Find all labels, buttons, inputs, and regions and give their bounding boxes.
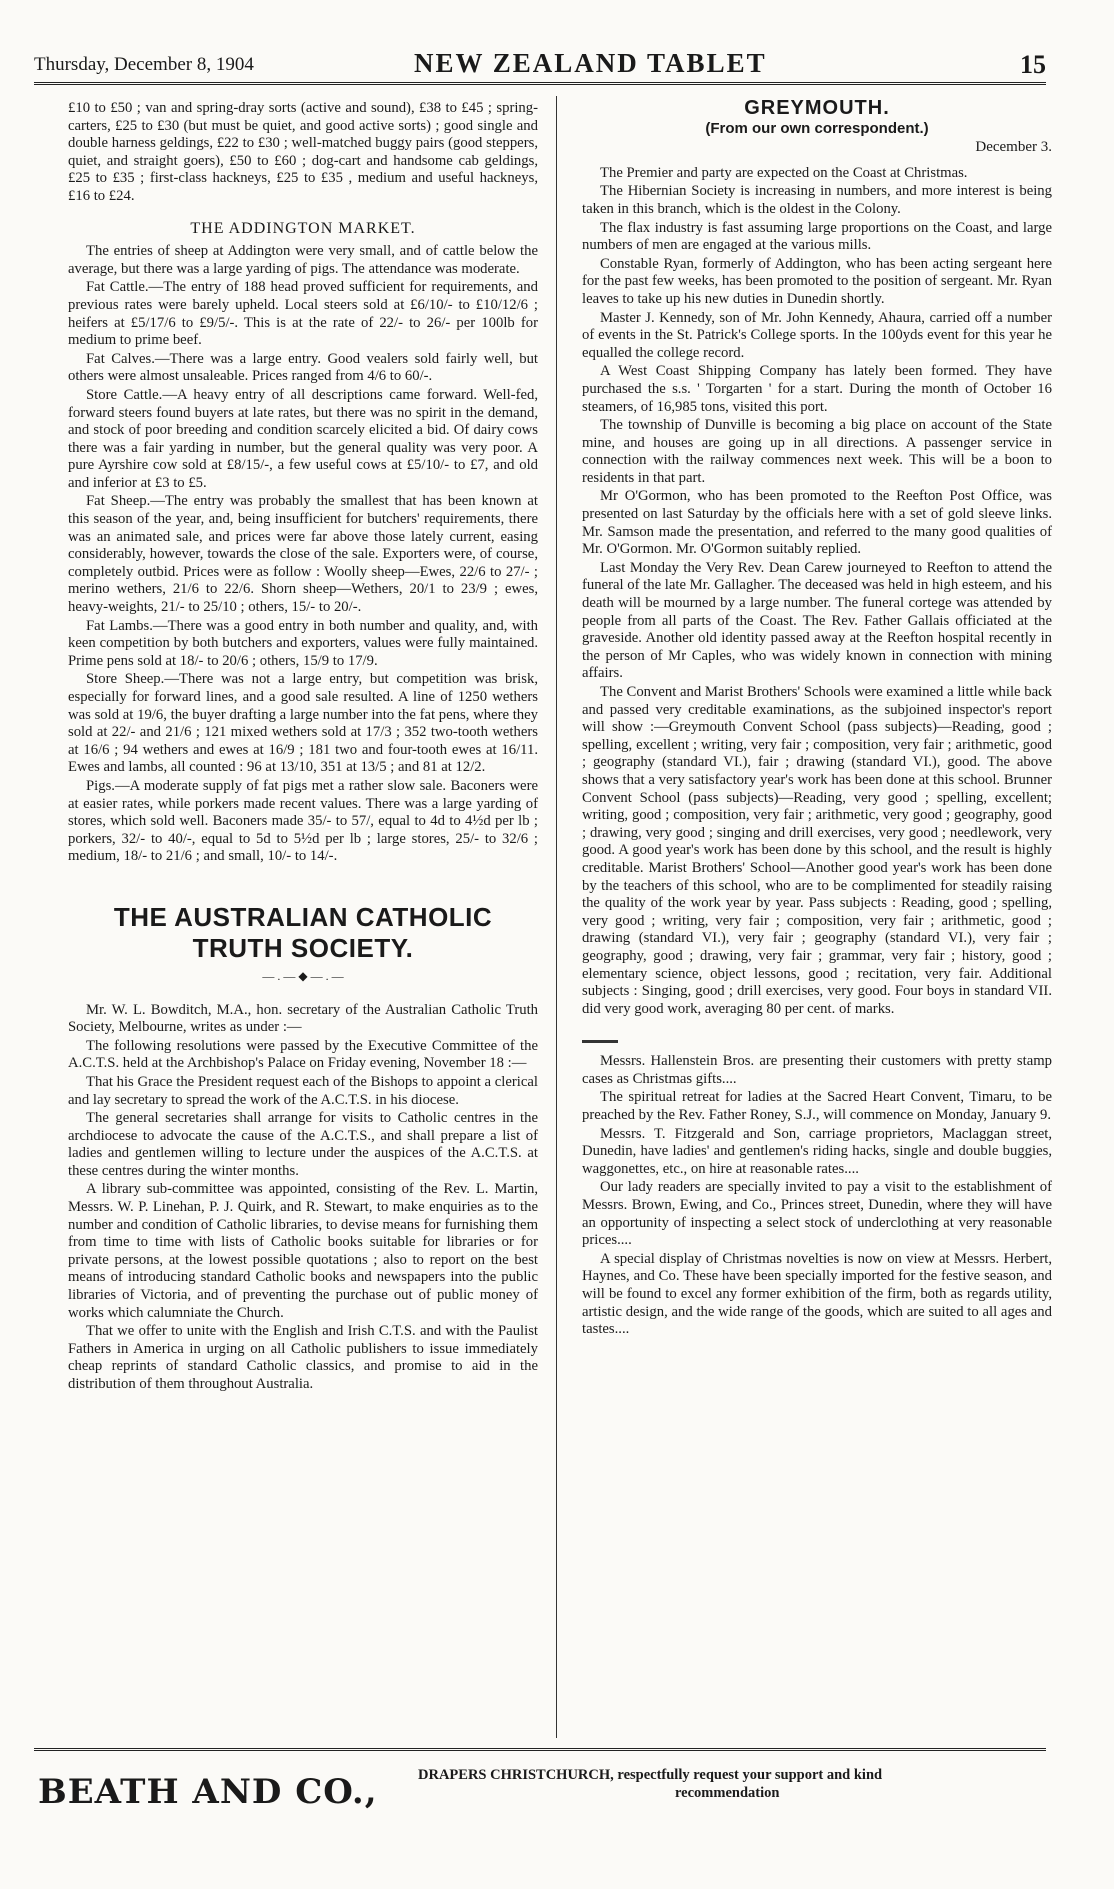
greymouth-paragraph: The flax industry is fast assuming large proportions on the Coast, and large numbers of men are engaged at the various mills. — [582, 219, 1052, 254]
addington-paragraph: Store Cattle.—A heavy entry of all descriptions came forward. Well-fed, forward steers found buyers at late rates, but there was no spirit in the demand, and stock of poor breeding and condition scarcely elicited a bid. Of dairy cows there was a fair yarding in number, but the general quality was very poor. A pure Ayrshire cow sold at £8/15/-, a few useful cows at £5/10/- to £7, and old and inferior at £3 to £5. — [68, 386, 538, 491]
advertiser-name: BEATH AND CO., — [38, 1772, 378, 1812]
masthead-title: NEW ZEALAND TABLET — [414, 48, 767, 78]
greymouth-paragraph: Constable Ryan, formerly of Addington, who has been acting sergeant here for the past few weeks, has been promoted to the position of sergeant. Mr. Ryan leaves to take up his new duties in Dunedin shortly. — [582, 255, 1052, 307]
advertisement-line: DRAPERS CHRISTCHURCH, respectfully request your support and kind — [418, 1767, 883, 1783]
addington-paragraph: Fat Sheep.—The entry was probably the smallest that has been known at this season of the year, and, being insufficient for butchers' requirements, there was an animated sale, and prices were far above those lately current, easing considerably, however, towards the close of the sale. Exporters were, of course, completely outbid. Prices were as follow : Woolly sheep—Ewes, 22/6 to 27/- ; merino wethers, 21/6 to 22/6. Shorn sheep—Wethers, 20/1 to 23/9 ; ewes, heavy-weights, 21/- to 25/10 ; others, 15/- to 20/-. — [68, 493, 538, 616]
acts-heading: THE AUSTRALIAN CATHOLIC TRUTH SOCIETY. — [113, 901, 493, 963]
greymouth-paragraph: The Convent and Marist Brothers' Schools were examined a little while back and passed very creditable examinations, as the subjoined inspector's report will show :—Greymouth Convent School (pass subjects)—Reading, good ; spelling, excellent ; writing, very fair ; composition, very fair ; arithmetic, good ; geography (standard VI.), fair ; drawing (standard VI.), good. The above shows that a very satisfactory year's work has been done at this school. Brunner Convent School (pass subjects)—Reading, very good ; spelling, excellent; writing, good ; composition, very fair ; arithmetic, very good ; geography, good ; drawing, very good ; singing and drill exercises, very good ; needlework, very good. A good year's work has been done by this school, and the result is highly creditable. Marist Brothers' School—Another good year's work has been done by the teachers of this school, who are to be complimented for steadily raising the quality of the work year by year. Pass subjects : Reading, good ; spelling, very good ; writing, very fair ; composition, very fair ; arithmetic, good ; drawing (standard VI.), very fair ; geography (standard VI.), very fair ; geography, good ; drawing, very fair ; grammar, very fair ; history, good ; elementary science, object lessons, good ; recitation, very fair. Additional subjects : Singing, good ; drill exercises, very good. Four boys in standard VII. did very good work, averaging 80 per cent. of marks. — [582, 684, 1052, 1017]
addington-paragraph: Fat Cattle.—The entry of 188 head proved sufficient for requirements, and previous rates were barely upheld. Local steers sold at £6/10/- to £10/12/6 ; heifers at £5/17/6 to £9/5/-. This is at the rate of 22/- to 26/- per 100lb for medium to prime beef. — [68, 279, 538, 349]
footer-rule — [34, 1748, 1046, 1754]
addington-paragraph: Store Sheep.—There was not a large entry, but competition was brisk, especially for forward lines, and a good sale resulted. A line of 1250 wethers was sold at 19/6, the buyer drafting a large number into the fat pens, where they sold at 22/- and 21/6 ; 121 mixed wethers sold at 17/3 ; 352 two-tooth wethers at 16/6 ; 94 wethers and ewes at 16/9 ; 181 two and four-tooth ewes at 16/11. Ewes and lambs, all counted : 96 at 13/10, 351 at 13/5 ; and 81 at 12/2. — [68, 671, 538, 776]
notice-paragraph: Messrs. T. Fitzgerald and Son, carriage proprietors, Maclaggan street, Dunedin, have ladies' and gentlemen's riding hacks, single and double buggies, waggonettes, etc., on hire at reasonable rates.... — [582, 1125, 1052, 1177]
addington-heading: THE ADDINGTON MARKET. — [190, 219, 416, 237]
column-rule — [556, 96, 557, 1738]
greymouth-paragraph: The Hibernian Society is increasing in numbers, and more interest is being taken in this branch, which is the oldest in the Colony. — [582, 183, 1052, 217]
right-column — [582, 97, 1052, 1340]
greymouth-paragraph: A West Coast Shipping Company has lately been formed. They have purchased the s.s. ' Torgarten ' for a start. During the month of October 16 steamers, of 16,985 tons, visited this port. — [582, 363, 1052, 415]
greymouth-paragraph: The Premier and party are expected on the Coast at Christmas. — [600, 164, 968, 181]
addington-paragraph: The entries of sheep at Addington were very small, and of cattle below the average, but there was a large yarding of pigs. The attendance was moderate. — [68, 243, 538, 277]
page-header — [34, 48, 1046, 85]
acts-paragraph: The general secretaries shall arrange for visits to Catholic centres in the archdiocese to advocate the cause of the A.C.T.S., and shall prepare a list of ladies and gentlemen willing to lecture under the auspices of the A.C.T.S. at these centres during the winter months. — [68, 1110, 538, 1179]
greymouth-paragraph: Mr O'Gormon, who has been promoted to the Reefton Post Office, was presented on last Saturday by the officials here with a set of gold sleeve links. Mr. Samson made the presentation, and referred to the many good qualities of Mr. O'Gormon. Mr. O'Gormon suitably replied. — [582, 488, 1052, 558]
left-column — [68, 100, 538, 1395]
notice-paragraph: The spiritual retreat for ladies at the Sacred Heart Convent, Timaru, to be preached by the Rev. Father Roney, S.J., will commence on Monday, January 9. — [582, 1089, 1052, 1124]
page-number: 15 — [1020, 50, 1046, 79]
greymouth-heading: GREYMOUTH. — [744, 97, 890, 119]
acts-paragraph: A library sub-committee was appointed, consisting of the Rev. L. Martin, Messrs. W. P. Linehan, P. J. Quirk, and R. Stewart, to make enquiries as to the number and condition of Catholic libraries, to devise means for furnishing them from time to time with lists of Catholic books suitable for libraries or for private persons, at the lowest possible quotations ; also to report on the best means of introducing standard Catholic books and newspapers into the public libraries of Victoria, and of preventing the purchase out of public money of works which calumniate the Church. — [68, 1181, 538, 1321]
notice-paragraph: Our lady readers are specially invited to pay a visit to the establishment of Messrs. Brown, Ewing, and Co., Princes street, Dunedin, where they will have an opportunity of inspecting a select stock of underclothing at very reasonable prices.... — [582, 1179, 1052, 1249]
correspondent-line: (From our own correspondent.) — [705, 119, 929, 137]
section-ornament: — . — ◆ — . — — [262, 968, 344, 983]
addington-paragraph: Pigs.—A moderate supply of fat pigs met a rather slow sale. Baconers were at easier rates, while porkers made recent values. There was a large yarding of stores, which sold well. Baconers made 35/- to 57/, equal to 4d to 4½d per lb ; porkers, 32/- to 40/-, equal to 5d to 5½d per lb ; large stores, 25/- to 32/6 ; medium, 18/- to 21/6 ; and small, 10/- to 14/-. — [68, 777, 538, 865]
acts-paragraph: That we offer to unite with the English and Irish C.T.S. and with the Paulist Fathers in America in urging on all Catholic publishers to issue immediately cheap reprints of standard Catholic classics, and promise to aid in the distribution of them throughout Australia. — [68, 1323, 538, 1392]
acts-paragraph: That his Grace the President request each of the Bishops to appoint a clerical and lay secretary to spread the work of the A.C.T.S. in his diocese. — [68, 1073, 538, 1108]
notice-paragraph: A special display of Christmas novelties is now on view at Messrs. Herbert, Haynes, and Co. These have been specially imported for the festive season, and will be found to excel any former exhibition of the firm, both as regards utility, artistic design, and the wide range of the goods, which are suited to all ages and tastes.... — [582, 1250, 1052, 1338]
acts-paragraph: The following resolutions were passed by the Executive Committee of the A.C.T.S. held at the Archbishop's Palace on Friday evening, November 18 :— — [68, 1037, 538, 1072]
notices-divider — [582, 1040, 618, 1043]
addington-paragraph: Fat Lambs.—There was a good entry in both number and quality, and, with keen competition by both butchers and exporters, values were fully maintained. Prime pens sold at 18/- to 20/6 ; others, 15/9 to 17/9. — [68, 617, 538, 669]
greymouth-paragraph: Last Monday the Very Rev. Dean Carew journeyed to Reefton to attend the funeral of the late Mr. Gallagher. The deceased was held in high esteem, and his death will be mourned by a large number. The funeral cortege was attended by people from all parts of the Coast. The Rev. Father Gallais officiated at the graveside. Another old identity passed away at the Reefton hospital recently in the person of Mr Caples, who was widely known in connection with mining affairs. — [582, 559, 1052, 682]
dispatch-date: December 3. — [975, 139, 1052, 156]
horse-market-intro: £10 to £50 ; van and spring-dray sorts (active and sound), £38 to £45 ; spring-carters, £25 to £30 (but must be quiet, and good active sorts) ; good single and double harness geldings, £22 to £30 ; well-matched buggy pairs (good steppers, quiet, and straight goers), £50 to £60 ; dog-cart and handsome cab geldings, £25 to £35 ; first-class hackneys, £25 to £35 , medium and useful hackneys, £16 to £24. — [68, 100, 538, 204]
greymouth-paragraph: The township of Dunville is becoming a big place on account of the State mine, and houses are going up in all directions. A passenger service in connection with the railway commences next week. This will be a boon to residents in that part. — [582, 417, 1052, 486]
advertisement-line: recommendation — [675, 1785, 780, 1801]
notice-paragraph: Messrs. Hallenstein Bros. are presenting their customers with pretty stamp cases as Christmas gifts.... — [582, 1053, 1052, 1087]
addington-paragraph: Fat Calves.—There was a large entry. Good vealers sold fairly well, but others were almost unsaleable. Prices ranged from 4/6 to 60/-. — [68, 350, 538, 385]
issue-date: Thursday, December 8, 1904 — [34, 54, 254, 75]
acts-paragraph: Mr. W. L. Bowditch, M.A., hon. secretary of the Australian Catholic Truth Society, Melbourne, writes as under :— — [68, 1001, 538, 1036]
greymouth-paragraph: Master J. Kennedy, son of Mr. John Kennedy, Ahaura, carried off a number of events in the St. Patrick's College sports. In the 100yds event for this year he equalled the college record. — [582, 309, 1052, 361]
advertisement-text — [418, 1766, 1058, 1802]
